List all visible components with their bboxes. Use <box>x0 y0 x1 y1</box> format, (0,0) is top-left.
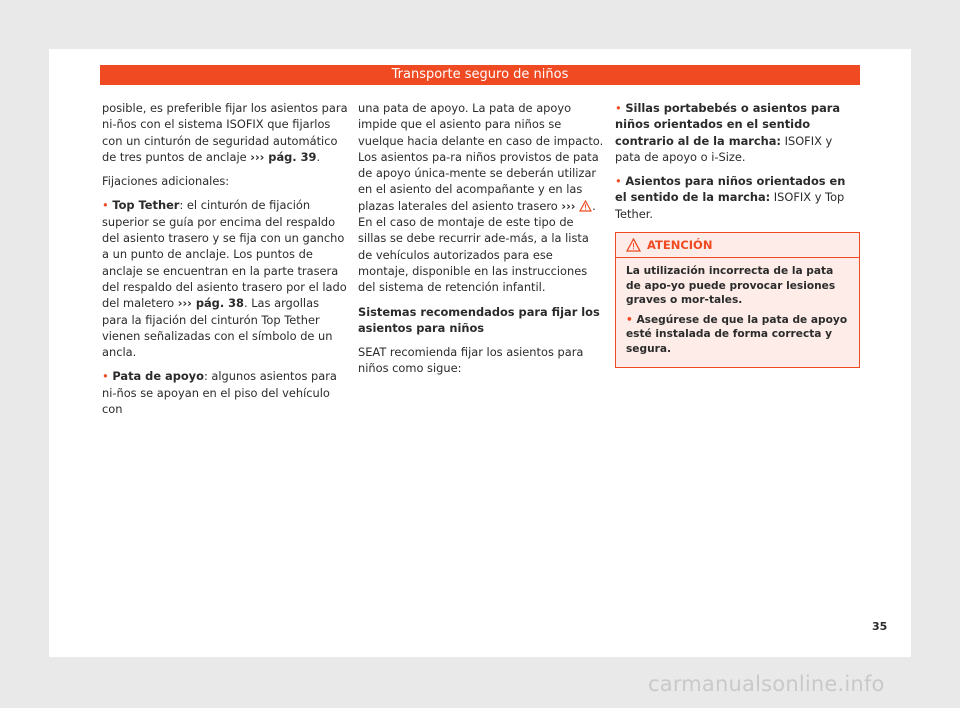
subsection-heading: Sistemas recomendados para fijar los asientos para niños <box>358 304 600 335</box>
column-3 <box>615 100 860 368</box>
paragraph: Fijaciones adicionales: <box>102 174 230 189</box>
paragraph: SEAT recomienda fijar los asientos para niños como sigue: <box>358 345 584 376</box>
paragraph: posible, es preferible fijar los asientos para ni-ños con el sistema ISOFIX que fijarlos con un cinturón de seguridad automático de tres puntos de anclaje ››› pág. 39. <box>102 101 348 164</box>
list-item: • Pata de apoyo: algunos asientos para ni-ños se apoyan en el piso del vehículo con <box>102 369 337 417</box>
bullet-icon: • <box>626 313 633 326</box>
warning-triangle-icon <box>579 200 592 212</box>
bullet-icon: • <box>102 369 109 384</box>
watermark: carmanualsonline.info <box>648 672 885 696</box>
page-reference-link[interactable]: ››› pág. 39 <box>250 149 317 164</box>
section-header: Transporte seguro de niños <box>100 65 860 85</box>
page-number: 35 <box>872 620 888 633</box>
list-item: • Sillas portabebés o asientos para niños orientados en el sentido contrario al de la marcha: ISOFIX y pata de apoyo o i-Size. <box>615 101 841 164</box>
warning-body <box>616 258 859 356</box>
bullet-icon: • <box>615 101 622 115</box>
warning-list-item: • Asegúrese de que la pata de apoyo esté instalada de forma correcta y segura. <box>626 313 848 355</box>
warning-reference-link[interactable]: ››› <box>561 198 576 213</box>
warning-text: La utilización incorrecta de la pata de apo-yo puede provocar lesiones graves o mor-tales. <box>626 265 836 307</box>
bullet-icon: • <box>615 174 622 189</box>
warning-title: ATENCIÓN <box>647 238 713 253</box>
warning-triangle-icon <box>626 238 641 252</box>
page-reference-link[interactable]: ››› pág. 38 <box>177 296 244 311</box>
column-1 <box>102 100 348 425</box>
list-item: • Top Tether: el cinturón de fijación superior se guía por encima del respaldo del asiento trasero y se fija con un gancho a un punto de anclaje. Los puntos de anclaje se encuentran en la parte trasera del respaldo del asiento trasero por el lado del maletero ››› pág. 38. Las argollas para la fijación del cinturón Top Tether vienen señalizadas con el símbolo de un ancla. <box>102 198 347 360</box>
column-2 <box>358 100 604 385</box>
list-item: • Asientos para niños orientados en el sentido de la marcha: ISOFIX y Top Tether. <box>615 174 846 221</box>
warning-box <box>615 232 860 368</box>
warning-header <box>616 233 859 258</box>
paragraph: una pata de apoyo. La pata de apoyo impide que el asiento para niños se vuelque hacia delante en caso de impacto. Los asientos pa-ra niños provistos de pata de apoyo única-mente se deberán utilizar en el asiento del acompañante y en las plazas laterales del asiento trasero ››› . En el caso de montaje de este tipo de sillas se debe recurrir ade-más, a la lista de vehículos autorizados para ese montaje, disponible en las instrucciones del sistema de retención infantil. <box>358 101 604 295</box>
bullet-icon: • <box>102 198 109 213</box>
